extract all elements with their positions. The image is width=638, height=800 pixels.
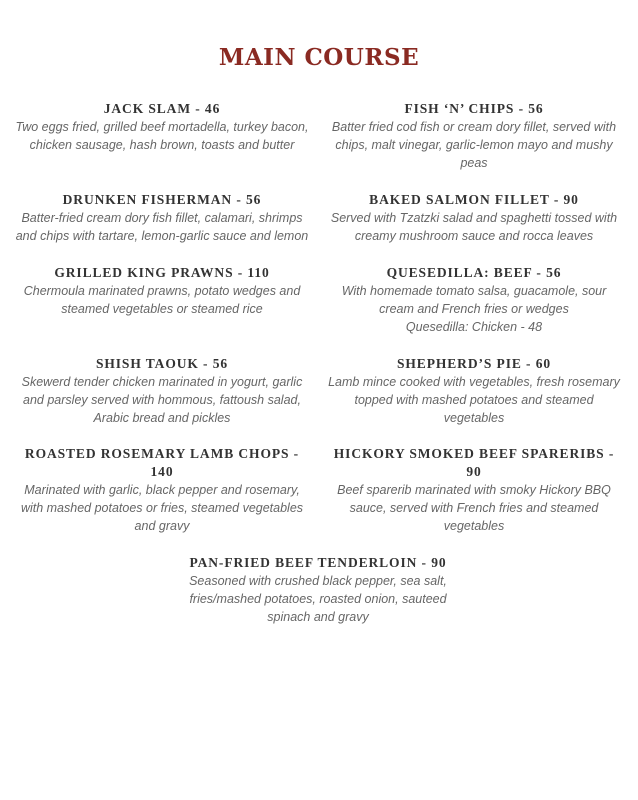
menu-item-shish-taouk: [12, 355, 312, 428]
menu-item-name: PAN-FRIED BEEF TENDERLOIN - 90: [189, 555, 447, 570]
menu-item-description: Two eggs fried, grilled beef mortadella, turkey bacon, chicken sausage, hash brown, toasts and butter: [15, 120, 309, 153]
menu-item-description: With homemade tomato salsa, guacamole, sour cream and French fries or wedges: [341, 284, 607, 317]
menu-item-description: Beef sparerib marinated with smoky Hickory BBQ sauce, served with French fries and steamed vegetables: [337, 483, 611, 534]
menu-item-description: Seasoned with crushed black pepper, sea salt, fries/mashed potatoes, roasted onion, sauteed spinach and gravy: [189, 574, 447, 625]
menu-item-name: HICKORY SMOKED BEEF SPARERIBS - 90: [333, 446, 615, 479]
menu-item-name: DRUNKEN FISHERMAN - 56: [62, 192, 262, 207]
menu-item-description: Skewerd tender chicken marinated in yogurt, garlic and parsley served with hommous, fattoush salad, Arabic bread and pickles: [21, 375, 303, 426]
menu-item-quesedilla-beef: [324, 264, 624, 337]
menu-item-name: SHEPHERD’S PIE - 60: [397, 356, 551, 371]
menu-item-name: BAKED SALMON FILLET - 90: [369, 192, 579, 207]
menu-item-description: Served with Tzatzki salad and spaghetti tossed with creamy mushroom sauce and rocca leaves: [330, 211, 618, 244]
menu-item-description: Chermoula marinated prawns, potato wedges and steamed vegetables or steamed rice: [23, 284, 301, 317]
menu-item-name: JACK SLAM - 46: [103, 101, 221, 116]
menu-item-description: Lamb mince cooked with vegetables, fresh rosemary topped with mashed potatoes and steamed vegetables: [328, 375, 620, 426]
menu-item-pan-fried-beef-tenderloin: [168, 554, 468, 627]
menu-item-variant: Quesedilla: Chicken - 48: [405, 320, 543, 335]
menu-item-name: FISH ‘N’ CHIPS - 56: [404, 101, 544, 116]
menu-item-name: SHISH TAOUK - 56: [95, 356, 229, 371]
menu-item-shepherds-pie: [324, 355, 624, 428]
menu-item-grilled-king-prawns: [12, 264, 312, 318]
menu-item-jack-slam: [12, 100, 312, 154]
menu-item-drunken-fisherman: [12, 191, 312, 245]
menu-item-hickory-smoked-beef-spareribs: [324, 445, 624, 536]
menu-item-description: Marinated with garlic, black pepper and rosemary, with mashed potatoes or fries, steamed vegetables and gravy: [20, 483, 304, 534]
menu-item-name: QUESEDILLA: BEEF - 56: [386, 265, 562, 280]
menu-item-description: Batter fried cod fish or cream dory fillet, served with chips, malt vinegar, garlic-lemon mayo and mushy peas: [331, 120, 617, 171]
menu-item-fish-n-chips: [324, 100, 624, 173]
page-title: MAIN COURSE: [218, 44, 420, 71]
menu-item-name: ROASTED ROSEMARY LAMB CHOPS - 140: [24, 446, 300, 479]
menu-item-description: Batter-fried cream dory fish fillet, calamari, shrimps and chips with tartare, lemon-garlic sauce and lemon: [15, 211, 309, 244]
menu-item-name: GRILLED KING PRAWNS - 110: [54, 265, 270, 280]
menu-item-roasted-rosemary-lamb-chops: [12, 445, 312, 536]
menu-item-baked-salmon-fillet: [324, 191, 624, 245]
